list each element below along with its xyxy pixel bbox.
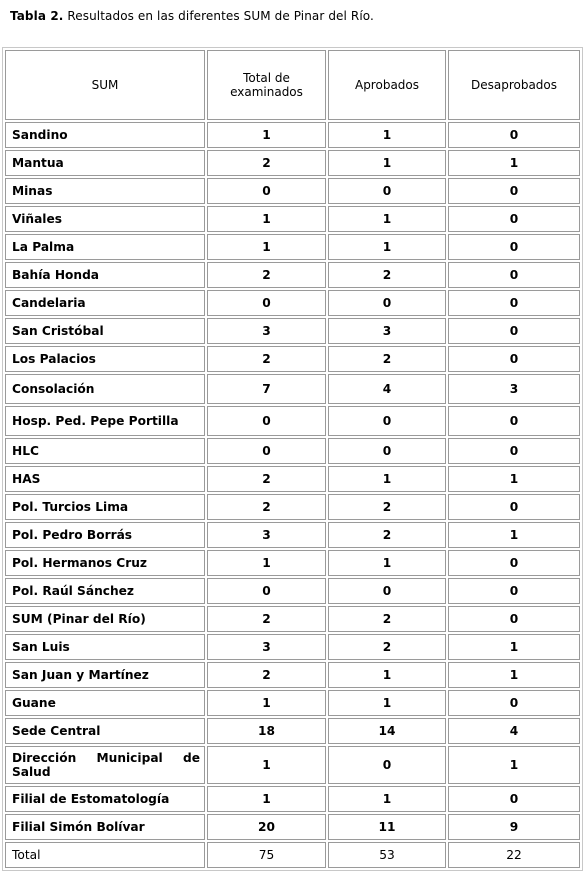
header-total: Total de examinados: [207, 50, 326, 120]
cell-sum: Sandino: [5, 122, 205, 148]
total-total: 75: [207, 842, 326, 868]
cell-total: 2: [207, 606, 326, 632]
table-row: [5, 262, 580, 288]
cell-desaprobados: 0: [448, 178, 580, 204]
cell-total: 2: [207, 494, 326, 520]
cell-total: 0: [207, 406, 326, 436]
cell-desaprobados: 0: [448, 318, 580, 344]
table-row: [5, 406, 580, 436]
cell-total: 7: [207, 374, 326, 404]
cell-sum: Dirección Municipal de Salud: [5, 746, 205, 784]
cell-desaprobados: 0: [448, 346, 580, 372]
cell-aprobados: 0: [328, 438, 446, 464]
cell-desaprobados: 1: [448, 634, 580, 660]
table-row: [5, 786, 580, 812]
table-caption: [10, 9, 374, 23]
table-row: [5, 814, 580, 840]
cell-total: 1: [207, 234, 326, 260]
cell-sum: Bahía Honda: [5, 262, 205, 288]
cell-sum: Guane: [5, 690, 205, 716]
cell-desaprobados: 0: [448, 262, 580, 288]
cell-aprobados: 1: [328, 150, 446, 176]
caption-text: Resultados en las diferentes SUM de Pinar del Río.: [63, 9, 374, 23]
cell-desaprobados: 4: [448, 718, 580, 744]
cell-aprobados: 0: [328, 578, 446, 604]
cell-sum: Pol. Raúl Sánchez: [5, 578, 205, 604]
table-row: [5, 374, 580, 404]
results-table: [2, 47, 583, 871]
cell-total: 3: [207, 522, 326, 548]
table-row: [5, 550, 580, 576]
cell-desaprobados: 0: [448, 438, 580, 464]
cell-sum: Sede Central: [5, 718, 205, 744]
table-row: [5, 578, 580, 604]
cell-desaprobados: 0: [448, 606, 580, 632]
cell-aprobados: 0: [328, 746, 446, 784]
table-row: [5, 290, 580, 316]
cell-aprobados: 1: [328, 206, 446, 232]
cell-aprobados: 2: [328, 262, 446, 288]
cell-desaprobados: 0: [448, 690, 580, 716]
table-header-row: [5, 50, 580, 120]
cell-total: 0: [207, 578, 326, 604]
cell-desaprobados: 9: [448, 814, 580, 840]
cell-total: 3: [207, 318, 326, 344]
cell-desaprobados: 0: [448, 206, 580, 232]
cell-sum: Consolación: [5, 374, 205, 404]
table-row: [5, 234, 580, 260]
table-row: [5, 150, 580, 176]
cell-sum: Viñales: [5, 206, 205, 232]
cell-desaprobados: 1: [448, 662, 580, 688]
cell-total: 0: [207, 438, 326, 464]
cell-sum: HAS: [5, 466, 205, 492]
cell-desaprobados: 1: [448, 522, 580, 548]
cell-sum: Pol. Hermanos Cruz: [5, 550, 205, 576]
table-row: [5, 606, 580, 632]
caption-label: Tabla 2.: [10, 9, 64, 23]
cell-total: 1: [207, 206, 326, 232]
cell-sum: HLC: [5, 438, 205, 464]
cell-aprobados: 2: [328, 346, 446, 372]
table-row: [5, 522, 580, 548]
cell-aprobados: 0: [328, 406, 446, 436]
header-desaprobados: Desaprobados: [448, 50, 580, 120]
cell-total: 1: [207, 690, 326, 716]
cell-sum: SUM (Pinar del Río): [5, 606, 205, 632]
table-row: [5, 466, 580, 492]
cell-desaprobados: 0: [448, 550, 580, 576]
table-row: [5, 718, 580, 744]
cell-aprobados: 1: [328, 550, 446, 576]
cell-aprobados: 0: [328, 290, 446, 316]
cell-total: 1: [207, 550, 326, 576]
cell-sum: Filial Simón Bolívar: [5, 814, 205, 840]
results-table-body: [5, 50, 580, 868]
cell-total: 2: [207, 150, 326, 176]
cell-total: 0: [207, 290, 326, 316]
table-row: [5, 494, 580, 520]
cell-desaprobados: 0: [448, 494, 580, 520]
header-sum: SUM: [5, 50, 205, 120]
cell-sum: Candelaria: [5, 290, 205, 316]
cell-sum: Filial de Estomatología: [5, 786, 205, 812]
total-desaprobados: 22: [448, 842, 580, 868]
cell-aprobados: 4: [328, 374, 446, 404]
cell-total: 3: [207, 634, 326, 660]
cell-desaprobados: 3: [448, 374, 580, 404]
table-row: [5, 122, 580, 148]
header-aprobados: Aprobados: [328, 50, 446, 120]
cell-sum: Los Palacios: [5, 346, 205, 372]
cell-sum: La Palma: [5, 234, 205, 260]
cell-desaprobados: 0: [448, 290, 580, 316]
total-sum: Total: [5, 842, 205, 868]
cell-aprobados: 11: [328, 814, 446, 840]
table-total-row: [5, 842, 580, 868]
cell-desaprobados: 0: [448, 578, 580, 604]
table-row: [5, 346, 580, 372]
table-row: [5, 206, 580, 232]
cell-aprobados: 14: [328, 718, 446, 744]
cell-total: 2: [207, 346, 326, 372]
cell-total: 18: [207, 718, 326, 744]
cell-desaprobados: 1: [448, 466, 580, 492]
cell-aprobados: 1: [328, 662, 446, 688]
cell-aprobados: 2: [328, 494, 446, 520]
table-row: [5, 690, 580, 716]
table-row: [5, 178, 580, 204]
cell-aprobados: 1: [328, 122, 446, 148]
cell-desaprobados: 1: [448, 150, 580, 176]
cell-sum: San Cristóbal: [5, 318, 205, 344]
cell-desaprobados: 0: [448, 122, 580, 148]
cell-sum: Minas: [5, 178, 205, 204]
cell-desaprobados: 0: [448, 786, 580, 812]
table-row: [5, 438, 580, 464]
cell-desaprobados: 0: [448, 406, 580, 436]
table-row: [5, 634, 580, 660]
cell-desaprobados: 0: [448, 234, 580, 260]
cell-aprobados: 1: [328, 466, 446, 492]
cell-total: 1: [207, 746, 326, 784]
cell-total: 2: [207, 662, 326, 688]
cell-total: 2: [207, 466, 326, 492]
cell-total: 1: [207, 122, 326, 148]
cell-aprobados: 1: [328, 690, 446, 716]
cell-sum: San Juan y Martínez: [5, 662, 205, 688]
cell-aprobados: 0: [328, 178, 446, 204]
total-aprobados: 53: [328, 842, 446, 868]
cell-aprobados: 3: [328, 318, 446, 344]
cell-aprobados: 2: [328, 606, 446, 632]
cell-sum: Hosp. Ped. Pepe Portilla: [5, 406, 205, 436]
cell-aprobados: 1: [328, 786, 446, 812]
cell-sum: Pol. Turcios Lima: [5, 494, 205, 520]
cell-aprobados: 2: [328, 634, 446, 660]
table-row: [5, 662, 580, 688]
cell-sum: San Luis: [5, 634, 205, 660]
cell-total: 0: [207, 178, 326, 204]
cell-aprobados: 2: [328, 522, 446, 548]
cell-desaprobados: 1: [448, 746, 580, 784]
cell-total: 1: [207, 786, 326, 812]
cell-total: 2: [207, 262, 326, 288]
cell-aprobados: 1: [328, 234, 446, 260]
table-row: [5, 746, 580, 784]
cell-total: 20: [207, 814, 326, 840]
table-row: [5, 318, 580, 344]
cell-sum: Mantua: [5, 150, 205, 176]
cell-sum: Pol. Pedro Borrás: [5, 522, 205, 548]
